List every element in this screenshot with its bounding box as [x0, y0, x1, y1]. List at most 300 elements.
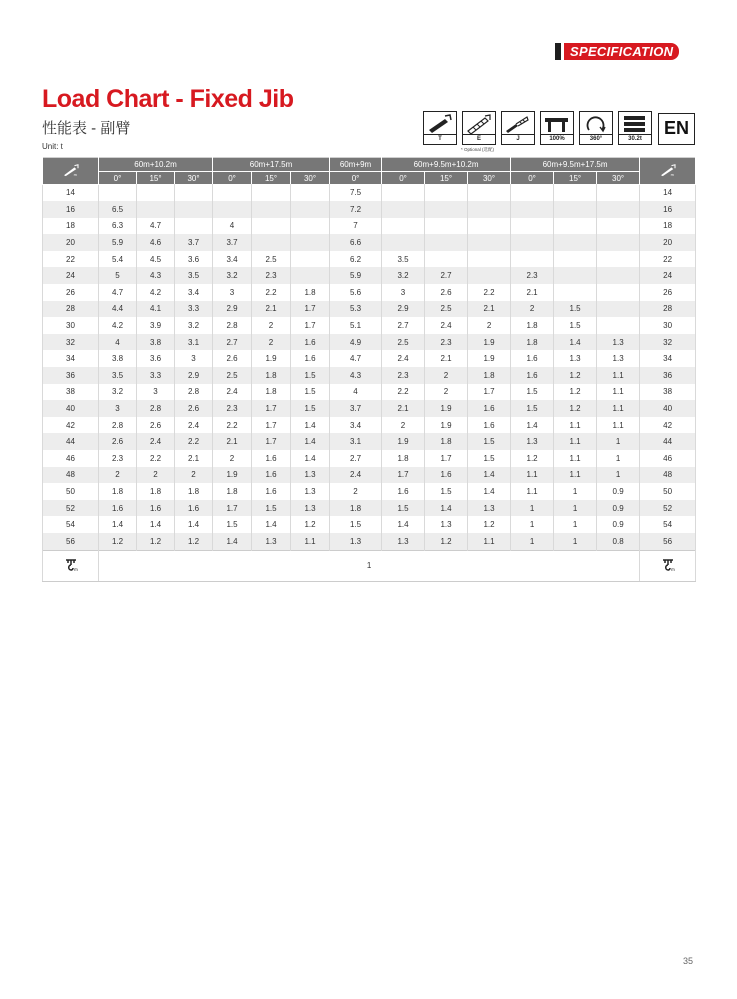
radius-cell: 28 — [640, 301, 696, 318]
radius-cell: 30 — [43, 317, 99, 334]
radius-cell: 38 — [640, 384, 696, 401]
load-cell: 5.6 — [330, 284, 382, 301]
load-cell — [252, 234, 291, 251]
load-cell — [252, 218, 291, 235]
load-cell: 5 — [99, 267, 137, 284]
load-cell — [175, 184, 213, 201]
load-cell — [468, 201, 511, 218]
load-cell — [597, 251, 640, 268]
load-cell: 2.1 — [213, 433, 252, 450]
load-cell: 1.2 — [468, 516, 511, 533]
angle-header: 0° — [330, 172, 382, 185]
load-cell: 1.8 — [213, 483, 252, 500]
load-cell: 3.5 — [99, 367, 137, 384]
load-cell: 2.7 — [213, 334, 252, 351]
radius-cell: 56 — [43, 533, 99, 550]
load-cell: 4 — [330, 384, 382, 401]
radius-cell: 54 — [640, 516, 696, 533]
load-cell: 3.5 — [382, 251, 425, 268]
load-cell: 2.7 — [382, 317, 425, 334]
load-cell: 1.3 — [330, 533, 382, 550]
radius-cell: 46 — [43, 450, 99, 467]
radius-cell: 48 — [43, 467, 99, 484]
outrigger-icon — [540, 111, 574, 145]
load-cell: 1.6 — [99, 500, 137, 517]
load-cell: 3.1 — [175, 334, 213, 351]
load-cell: 1 — [597, 467, 640, 484]
page-number: 35 — [683, 956, 694, 966]
load-cell: 1.2 — [554, 367, 597, 384]
load-cell: 2.6 — [99, 433, 137, 450]
radius-cell: 16 — [640, 201, 696, 218]
load-cell: 1.4 — [213, 533, 252, 550]
radius-cell: 26 — [640, 284, 696, 301]
load-cell: 5.9 — [330, 267, 382, 284]
radius-cell: 52 — [43, 500, 99, 517]
radius-cell: 52 — [640, 500, 696, 517]
load-cell — [137, 201, 175, 218]
load-cell: 5.9 — [99, 234, 137, 251]
load-cell — [511, 201, 554, 218]
section-marker — [555, 43, 561, 60]
load-cell: 2.6 — [175, 400, 213, 417]
load-cell: 1.4 — [175, 516, 213, 533]
load-cell: 1.5 — [252, 500, 291, 517]
load-cell: 1.3 — [291, 467, 330, 484]
load-cell: 1.5 — [468, 450, 511, 467]
load-cell: 1.7 — [425, 450, 468, 467]
load-cell: 3.6 — [175, 251, 213, 268]
load-cell — [382, 184, 425, 201]
radius-cell: 20 — [43, 234, 99, 251]
radius-cell: 30 — [640, 317, 696, 334]
load-cell: 2.4 — [175, 417, 213, 434]
load-cell: 1.4 — [291, 450, 330, 467]
load-cell: 1 — [597, 433, 640, 450]
load-cell: 1.3 — [382, 533, 425, 550]
load-cell: 1.2 — [175, 533, 213, 550]
radius-cell: 22 — [43, 251, 99, 268]
load-cell: 3.1 — [330, 433, 382, 450]
radius-cell: 44 — [43, 433, 99, 450]
load-cell: 1.9 — [252, 350, 291, 367]
table-row — [43, 500, 696, 517]
load-cell: 2.3 — [99, 450, 137, 467]
load-cell: 1.3 — [468, 500, 511, 517]
load-cell: 1.4 — [468, 467, 511, 484]
table-row — [43, 334, 696, 351]
table-row — [43, 267, 696, 284]
angle-header: 0° — [511, 172, 554, 185]
load-cell: 1.1 — [554, 417, 597, 434]
load-cell: 1.3 — [425, 516, 468, 533]
load-cell — [252, 184, 291, 201]
radius-cell: 18 — [640, 218, 696, 235]
telescopic-boom-icon — [423, 111, 457, 145]
load-cell: 2 — [468, 317, 511, 334]
load-cell: 1.5 — [468, 433, 511, 450]
load-cell: 2.1 — [511, 284, 554, 301]
load-cell: 1.1 — [291, 533, 330, 550]
load-cell — [291, 267, 330, 284]
load-cell: 1.3 — [597, 334, 640, 351]
angle-header: 0° — [382, 172, 425, 185]
load-cell: 2.2 — [382, 384, 425, 401]
load-cell: 1.7 — [382, 467, 425, 484]
load-cell: 2.1 — [468, 301, 511, 318]
load-cell — [468, 218, 511, 235]
load-cell: 7.2 — [330, 201, 382, 218]
load-cell — [382, 218, 425, 235]
load-cell — [597, 201, 640, 218]
load-cell: 1.6 — [137, 500, 175, 517]
load-cell — [468, 251, 511, 268]
radius-cell: 40 — [640, 400, 696, 417]
load-cell: 3.9 — [137, 317, 175, 334]
section-badge: SPECIFICATION — [564, 43, 679, 60]
load-cell: 4.1 — [137, 301, 175, 318]
load-cell: 1.4 — [252, 516, 291, 533]
load-cell: 1.3 — [511, 433, 554, 450]
hook-weight-value: 1 — [99, 550, 640, 581]
load-cell: 1.8 — [511, 334, 554, 351]
table-row — [43, 367, 696, 384]
load-cell: 2 — [213, 450, 252, 467]
load-cell: 3.4 — [213, 251, 252, 268]
load-cell — [511, 251, 554, 268]
section-header — [555, 43, 679, 60]
load-cell: 1.7 — [291, 301, 330, 318]
radius-cell: 50 — [43, 483, 99, 500]
load-cell: 1.9 — [213, 467, 252, 484]
load-cell: 1.6 — [511, 350, 554, 367]
load-cell: 3.2 — [175, 317, 213, 334]
load-cell: 2.1 — [175, 450, 213, 467]
angle-header: 15° — [425, 172, 468, 185]
icon-label: E — [463, 134, 495, 144]
load-cell: 2 — [137, 467, 175, 484]
angle-header: 15° — [252, 172, 291, 185]
load-cell: 1 — [554, 533, 597, 550]
load-cell: 1.4 — [137, 516, 175, 533]
load-cell: 0.9 — [597, 483, 640, 500]
radius-header-icon — [43, 158, 99, 185]
load-cell: 2.3 — [511, 267, 554, 284]
load-cell — [468, 184, 511, 201]
load-cell: 1.4 — [291, 417, 330, 434]
table-row — [43, 317, 696, 334]
load-cell: 3.8 — [137, 334, 175, 351]
load-chart-table — [42, 157, 696, 582]
hook-row — [43, 550, 696, 581]
radius-cell: 36 — [640, 367, 696, 384]
radius-cell: 54 — [43, 516, 99, 533]
svg-text:m: m — [670, 566, 675, 572]
icon-label: T — [424, 134, 456, 144]
load-cell: 1.8 — [511, 317, 554, 334]
table-row — [43, 384, 696, 401]
unit-label: Unit: t — [42, 142, 63, 151]
load-cell: 1.4 — [511, 417, 554, 434]
table-row — [43, 417, 696, 434]
angle-header: 0° — [99, 172, 137, 185]
load-cell: 2 — [425, 384, 468, 401]
load-cell: 1.3 — [291, 483, 330, 500]
load-cell: 0.9 — [597, 516, 640, 533]
load-cell: 3.4 — [175, 284, 213, 301]
load-cell: 3.3 — [137, 367, 175, 384]
load-cell: 1 — [554, 516, 597, 533]
load-cell: 3.2 — [382, 267, 425, 284]
load-cell: 1.3 — [291, 500, 330, 517]
load-cell: 2.7 — [330, 450, 382, 467]
load-cell: 4.7 — [330, 350, 382, 367]
table-row — [43, 234, 696, 251]
load-cell: 1.8 — [99, 483, 137, 500]
load-cell: 3.6 — [137, 350, 175, 367]
load-cell: 1.4 — [99, 516, 137, 533]
icon-label: 100% — [541, 134, 573, 144]
load-cell: 1.7 — [252, 417, 291, 434]
group-header: 60m+9.5m+17.5m — [511, 158, 640, 172]
load-cell: 1.3 — [554, 350, 597, 367]
load-cell: 2 — [330, 483, 382, 500]
language-badge: EN — [658, 113, 695, 145]
load-cell: 2.8 — [99, 417, 137, 434]
load-cell: 2.8 — [137, 400, 175, 417]
load-cell: 1.8 — [137, 483, 175, 500]
load-cell: 1.8 — [425, 433, 468, 450]
load-cell: 1.1 — [597, 417, 640, 434]
load-cell — [213, 201, 252, 218]
load-cell: 6.6 — [330, 234, 382, 251]
radius-cell: 24 — [640, 267, 696, 284]
table-row — [43, 400, 696, 417]
load-cell: 2.9 — [382, 301, 425, 318]
load-cell: 1.5 — [382, 500, 425, 517]
radius-cell: 16 — [43, 201, 99, 218]
load-cell: 2 — [175, 467, 213, 484]
load-cell — [511, 184, 554, 201]
load-cell: 2.5 — [382, 334, 425, 351]
load-cell: 2.4 — [382, 350, 425, 367]
load-cell: 3 — [137, 384, 175, 401]
load-cell — [382, 234, 425, 251]
load-cell: 2.3 — [425, 334, 468, 351]
load-cell: 5.4 — [99, 251, 137, 268]
load-cell: 1.6 — [511, 367, 554, 384]
load-cell: 3.3 — [175, 301, 213, 318]
load-cell — [291, 184, 330, 201]
load-cell: 1.9 — [468, 350, 511, 367]
group-header: 60m+9.5m+10.2m — [382, 158, 511, 172]
load-cell: 2.5 — [425, 301, 468, 318]
load-cell: 7 — [330, 218, 382, 235]
load-cell: 4.6 — [137, 234, 175, 251]
extension-boom-icon — [462, 111, 496, 145]
load-cell: 2.3 — [213, 400, 252, 417]
load-cell: 1 — [511, 533, 554, 550]
radius-cell: 56 — [640, 533, 696, 550]
table-row — [43, 218, 696, 235]
load-cell: 2.2 — [175, 433, 213, 450]
load-cell: 3.5 — [175, 267, 213, 284]
load-cell: 2.4 — [213, 384, 252, 401]
load-cell: 3 — [175, 350, 213, 367]
load-cell: 1.9 — [425, 417, 468, 434]
load-cell: 4.2 — [99, 317, 137, 334]
radius-cell: 24 — [43, 267, 99, 284]
load-cell: 1.7 — [213, 500, 252, 517]
load-cell: 1.6 — [291, 334, 330, 351]
radius-cell: 40 — [43, 400, 99, 417]
load-cell: 1.8 — [330, 500, 382, 517]
load-cell: 1.9 — [382, 433, 425, 450]
load-cell: 1.8 — [291, 284, 330, 301]
page-subtitle: 性能表 - 副臂 — [42, 120, 131, 137]
load-cell: 4.2 — [137, 284, 175, 301]
load-cell — [511, 234, 554, 251]
load-cell: 0.8 — [597, 533, 640, 550]
load-cell: 2.5 — [213, 367, 252, 384]
load-cell: 1.1 — [511, 467, 554, 484]
load-cell: 6.5 — [99, 201, 137, 218]
radius-cell: 34 — [640, 350, 696, 367]
radius-cell: 14 — [640, 184, 696, 201]
load-cell: 1 — [554, 483, 597, 500]
load-cell: 3.4 — [330, 417, 382, 434]
angle-header: 0° — [213, 172, 252, 185]
optional-note: * Optional (选配) — [461, 147, 495, 152]
radius-cell: 44 — [640, 433, 696, 450]
load-cell: 1.1 — [511, 483, 554, 500]
angle-header: 15° — [137, 172, 175, 185]
load-cell: 1.6 — [175, 500, 213, 517]
radius-cell: 34 — [43, 350, 99, 367]
load-cell: 4.9 — [330, 334, 382, 351]
load-cell: 5.1 — [330, 317, 382, 334]
load-cell: 1.4 — [291, 433, 330, 450]
load-cell: 1.3 — [252, 533, 291, 550]
radius-cell: 32 — [640, 334, 696, 351]
radius-cell: 18 — [43, 218, 99, 235]
load-cell: 1.5 — [554, 301, 597, 318]
load-cell: 3.2 — [213, 267, 252, 284]
load-cell — [554, 267, 597, 284]
load-cell: 1.1 — [554, 450, 597, 467]
load-cell — [291, 234, 330, 251]
load-cell: 3.8 — [99, 350, 137, 367]
load-cell — [554, 284, 597, 301]
load-cell: 1.5 — [291, 367, 330, 384]
load-cell: 2 — [382, 417, 425, 434]
load-cell: 2.1 — [252, 301, 291, 318]
load-cell: 3.7 — [175, 234, 213, 251]
load-cell: 4.5 — [137, 251, 175, 268]
table-row — [43, 301, 696, 318]
svg-text:m: m — [670, 172, 674, 177]
load-cell: 3.7 — [330, 400, 382, 417]
load-cell: 1.6 — [382, 483, 425, 500]
load-cell — [252, 201, 291, 218]
load-cell: 1.2 — [425, 533, 468, 550]
table-row — [43, 251, 696, 268]
load-cell: 1.1 — [597, 367, 640, 384]
load-cell: 2.2 — [468, 284, 511, 301]
table-row — [43, 467, 696, 484]
load-cell: 1.9 — [468, 334, 511, 351]
load-cell: 2.1 — [425, 350, 468, 367]
load-cell — [468, 234, 511, 251]
load-cell: 1.4 — [382, 516, 425, 533]
angle-header: 30° — [175, 172, 213, 185]
load-cell: 2 — [425, 367, 468, 384]
load-cell — [554, 251, 597, 268]
load-cell: 4.7 — [99, 284, 137, 301]
load-cell: 1.1 — [468, 533, 511, 550]
load-cell: 1.3 — [597, 350, 640, 367]
load-cell — [175, 201, 213, 218]
load-cell: 2.4 — [137, 433, 175, 450]
load-cell: 1.1 — [597, 384, 640, 401]
load-cell — [213, 184, 252, 201]
icon-label: J — [502, 134, 534, 144]
radius-cell: 46 — [640, 450, 696, 467]
load-cell — [291, 201, 330, 218]
angle-header: 15° — [554, 172, 597, 185]
load-cell — [291, 218, 330, 235]
table-row — [43, 184, 696, 201]
load-cell: 2.3 — [252, 267, 291, 284]
load-cell: 1.7 — [252, 400, 291, 417]
load-cell — [597, 317, 640, 334]
load-cell — [137, 184, 175, 201]
load-cell: 5.3 — [330, 301, 382, 318]
load-cell: 0.9 — [597, 500, 640, 517]
load-cell: 2.7 — [425, 267, 468, 284]
load-cell: 2.2 — [137, 450, 175, 467]
load-cell: 1.6 — [291, 350, 330, 367]
load-cell: 7.5 — [330, 184, 382, 201]
radius-cell: 22 — [640, 251, 696, 268]
load-cell: 1.7 — [252, 433, 291, 450]
page-title: Load Chart - Fixed Jib — [42, 85, 294, 113]
load-cell: 6.3 — [99, 218, 137, 235]
load-cell: 2.6 — [213, 350, 252, 367]
load-cell: 4 — [99, 334, 137, 351]
load-cell — [554, 201, 597, 218]
load-cell — [425, 184, 468, 201]
load-cell: 1.2 — [137, 533, 175, 550]
table-row — [43, 516, 696, 533]
load-cell: 1.5 — [511, 400, 554, 417]
load-cell — [291, 251, 330, 268]
load-cell: 1.5 — [213, 516, 252, 533]
load-cell: 3.2 — [99, 384, 137, 401]
load-cell: 2.8 — [175, 384, 213, 401]
load-cell — [597, 184, 640, 201]
load-cell: 1 — [554, 500, 597, 517]
load-cell: 1.1 — [597, 400, 640, 417]
load-cell: 2.6 — [425, 284, 468, 301]
load-cell: 1.7 — [291, 317, 330, 334]
load-cell — [597, 234, 640, 251]
group-header: 60m+10.2m — [99, 158, 213, 172]
load-cell: 1.5 — [425, 483, 468, 500]
hook-icon — [43, 550, 99, 581]
load-cell: 4.7 — [137, 218, 175, 235]
load-cell: 2.1 — [382, 400, 425, 417]
